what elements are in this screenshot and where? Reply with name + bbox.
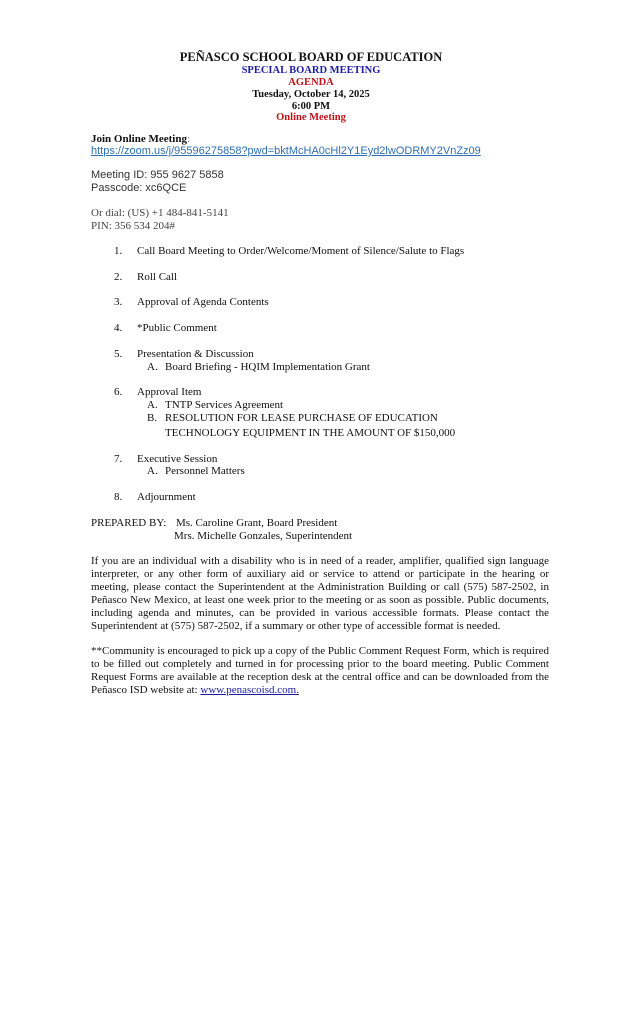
prepared-by-label: PREPARED BY: [91,517,167,529]
zoom-link[interactable]: https://zoom.us/j/95596275858?pwd=bktMcHA0cHl2Y1Eyd2lwODRMY2VnZz09 [91,145,481,157]
meeting-time: 6:00 PM [291,101,331,112]
meeting-date: Tuesday, October 14, 2025 [252,89,370,100]
passcode: Passcode: xc6QCE [91,182,187,194]
prepared-by-superintendent: Mrs. Michelle Gonzales, Superintendent [174,530,353,542]
dial-in: Or dial: (US) +1 484-841-5141 [91,207,229,219]
meeting-id: Meeting ID: 955 9627 5858 [91,169,224,181]
website-link[interactable]: www.penascoisd.com. [200,683,299,696]
public-comment-notice: **Community is encouraged to pick up a copy of the Public Comment Request Form, which is required to be filled out completely and turned in for processing prior to the board meeting. Public Comment Request Forms are available at the reception desk at the central office and can be downloaded from the Peñasco ISD website at: www.penascoisd.com. [91,645,549,696]
accessibility-notice: If you are an individual with a disability who is in need of a reader, amplifier, qualified sign language interpreter, or any other form of auxiliary aid or service to attend or participate in the hearing or meeting, please contact the Superintendent at the Administration Building or call (575) 587-2502, in Peñasco New Mexico, at least one week prior to the meeting or as soon as possible. Public documents, including agenda and minutes, can be provided in various accessible formats. Please contact the Superintendent at (575) 587-2502, if a summary or other type of accessible format is needed. [91,555,549,632]
join-online-label: Join Online Meeting: [91,133,191,145]
prepared-by-president: Ms. Caroline Grant, Board President [176,517,338,529]
meeting-location: Online Meeting [276,112,346,123]
agenda-heading: AGENDA [288,77,334,88]
meeting-type: SPECIAL BOARD MEETING [241,65,381,76]
board-title: PEÑASCO SCHOOL BOARD OF EDUCATION [179,50,443,64]
dial-pin: PIN: 356 534 204# [91,220,176,232]
